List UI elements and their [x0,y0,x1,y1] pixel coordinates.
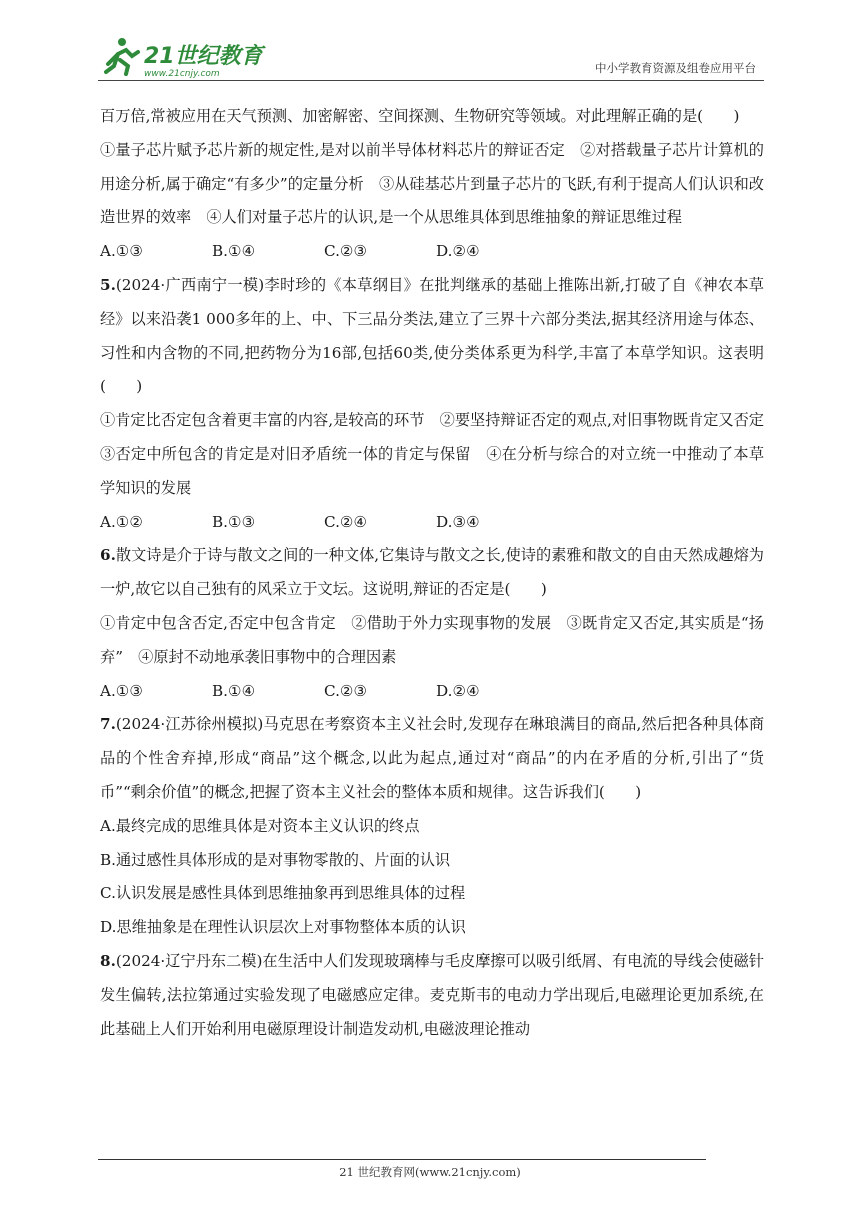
q4-option-a: A.①③ [100,242,144,261]
q4-options [100,235,764,269]
q7-number: 7. [100,715,116,734]
q6-option-c: C.②③ [324,681,368,700]
q7-option-d: D.思维抽象是在理性认识层次上对事物整体本质的认识 [100,918,466,937]
q5-statements: ①肯定比否定包含着更丰富的内容,是较高的环节 ②要坚持辩证否定的观点,对旧事物既肯定又否定 ③否定中所包含的肯定是对旧矛盾统一体的肯定与保留 ④在分析与综合的对立统一中推动了本草学知识的发展 [100,411,780,497]
q5-option-d: D.③④ [436,512,480,531]
page-footer: 21 世纪教育网(www.21cnjy.com) [339,1165,521,1179]
q6-number: 6. [100,546,116,565]
q4-stem: 百万倍,常被应用在天气预测、加密解密、空间探测、生物研究等领域。对此理解正确的是( ) [100,107,740,125]
platform-name: 中小学教育资源及组卷应用平台 [595,61,756,75]
question-content [100,100,780,1046]
logo-url: www.21cnjy.com [144,69,220,78]
q8-stem [100,945,764,1046]
q6-options [100,675,764,709]
q6-option-a: A.①③ [100,681,144,700]
q7-stem [100,708,764,809]
footer-divider [98,1159,706,1160]
page-header [98,34,762,82]
q5-stem [100,269,764,404]
logo-wordmark: 21世纪教育 [144,44,263,69]
q5-text: (2024·广西南宁一模)李时珍的《本草纲目》在批判继承的基础上推陈出新,打破了自《神农本草经》以来沿袭1 000多年的上、中、下三品分类法,建立了三界十六部分类法,据其经济用途与体态、习性和内含物的不同,把药物分为16部,包括60类,使分类体系更为科学,丰富了本草学知识。这表明( ) [100,275,764,396]
q5-number: 5. [100,275,116,294]
q5-option-a: A.①② [100,512,144,531]
q4-option-c: C.②③ [324,242,368,261]
q5-options [100,506,764,540]
q4-option-b: B.①④ [212,242,256,261]
q6-stem [100,539,764,607]
site-logo [98,34,268,78]
q6-option-b: B.①④ [212,681,256,700]
q6-option-d: D.②④ [436,681,480,700]
q5-option-c: C.②④ [324,512,368,531]
header-divider [98,80,764,81]
q7-option-a: A.最终完成的思维具体是对资本主义认识的终点 [100,816,420,835]
q8-text: (2024·辽宁丹东二模)在生活中人们发现玻璃棒与毛皮摩擦可以吸引纸屑、有电流的导线会使磁针发生偏转,法拉第通过实验发现了电磁感应定律。麦克斯韦的电动力学出现后,电磁理论更加系统,在此基础上人们开始利用电磁原理设计制造发动机,电磁波理论推动 [100,951,764,1038]
q4-statements: ①量子芯片赋予芯片新的规定性,是对以前半导体材料芯片的辩证否定 ②对搭载量子芯片计算机的用途分析,属于确定“有多少”的定量分析 ③从硅基芯片到量子芯片的飞跃,有利于提高人们认识和改造世界的效率 ④人们对量子芯片的认识,是一个从思维具体到思维抽象的辩证思维过程 [100,140,764,227]
q4-option-d: D.②④ [436,242,480,261]
q7-text: (2024·江苏徐州模拟)马克思在考察资本主义社会时,发现存在琳琅满目的商品,然后把各种具体商品的个性舍弃掉,形成“商品”这个概念,以此为起点,通过对“商品”的内在矛盾的分析,引出了“货币”“剩余价值”的概念,把握了资本主义社会的整体本质和规律。这告诉我们( ) [100,715,764,801]
q8-number: 8. [100,951,116,970]
q6-statements: ①肯定中包含否定,否定中包含肯定 ②借助于外力实现事物的发展 ③既肯定又否定,其实质是“扬弃” ④原封不动地承袭旧事物中的合理因素 [100,613,764,666]
q7-option-c: C.认识发展是感性具体到思维抽象再到思维具体的过程 [100,884,466,903]
q7-option-b: B.通过感性具体形成的是对事物零散的、片面的认识 [100,850,451,869]
q5-option-b: B.①③ [212,512,256,531]
q6-text: 散文诗是介于诗与散文之间的一种文体,它集诗与散文之长,使诗的素雅和散文的自由天然成趣熔为一炉,故它以自己独有的风采立于文坛。这说明,辩证的否定是( ) [100,546,764,599]
